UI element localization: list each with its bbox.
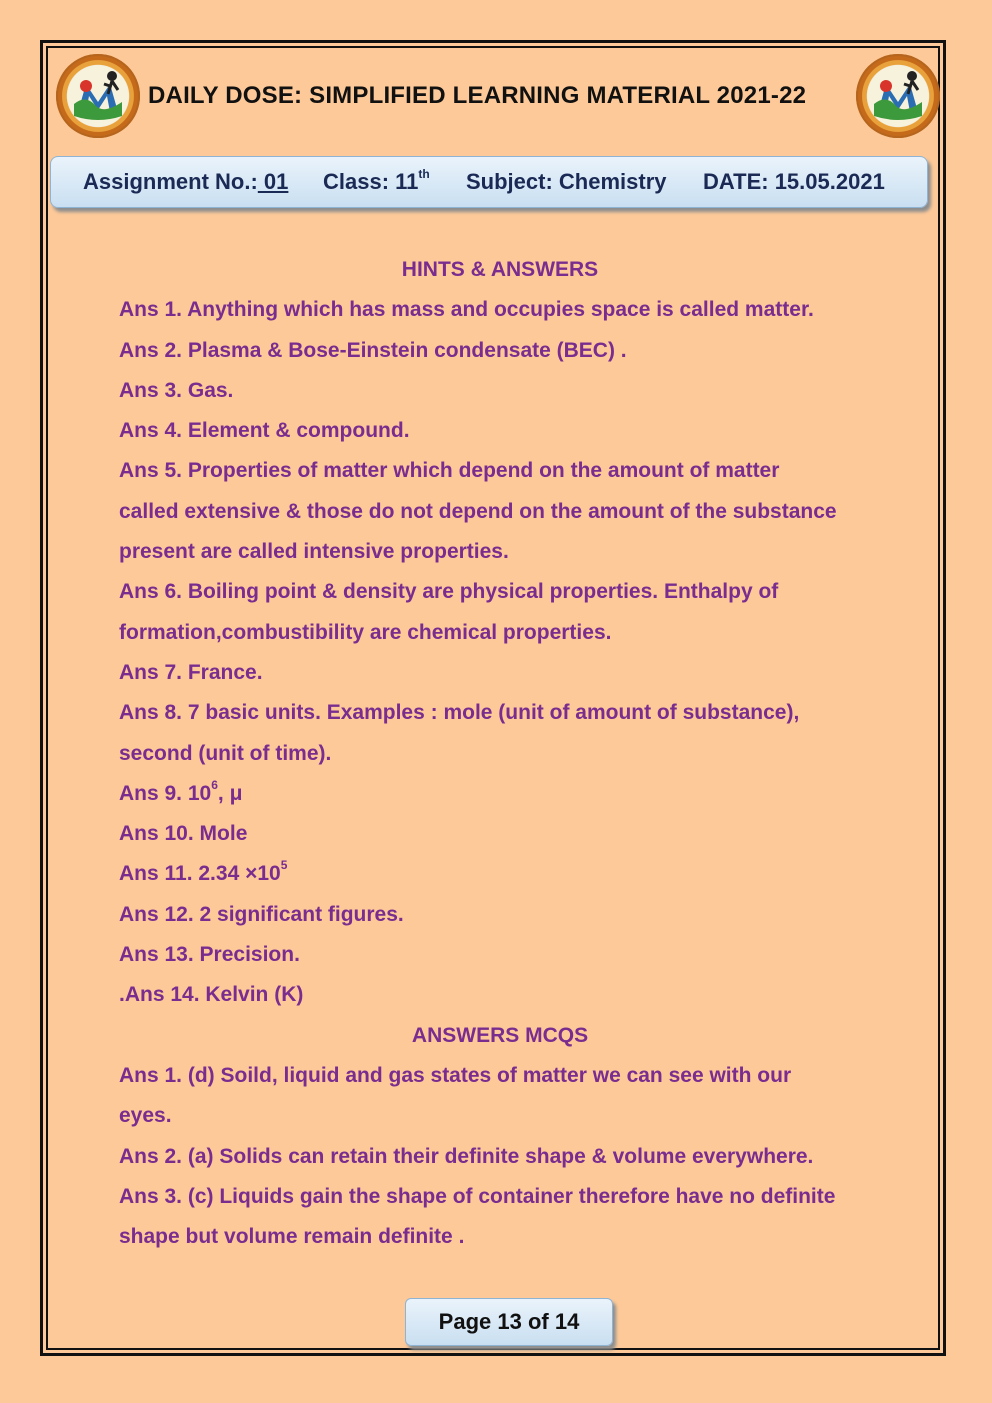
answer-line: Ans 1. Anything which has mass and occupies space is called matter. (119, 298, 814, 322)
answers-content (119, 250, 929, 1257)
hints-heading: HINTS & ANSWERS (401, 258, 599, 281)
answer-line: Ans 4. Element & compound. (119, 419, 410, 443)
date-label: DATE: 15.05.2021 (703, 169, 885, 194)
page-number: Page 13 of 14 (405, 1298, 613, 1346)
answer-line: Ans 9. $10^6$, μ (119, 777, 243, 805)
answer-line: Ans 7. France. (119, 660, 263, 684)
answer-line: Ans 13. Precision. (119, 943, 300, 967)
answer-line: Ans 2. Plasma & Bose-Einstein condensate (BEC) . (119, 338, 627, 362)
subject-label: Subject: Chemistry (466, 169, 667, 194)
mcqs-heading: ANSWERS MCQS (411, 1023, 589, 1047)
answer-line: present are called intensive properties. (119, 540, 509, 564)
answer-line: Ans 10. Mole (119, 822, 248, 846)
page-title: DAILY DOSE: SIMPLIFIED LEARNING MATERIAL 2021-22 (148, 82, 807, 109)
assignment-info-bar (50, 156, 928, 208)
mcq-answer-line: Ans 1. (d) Soild, liquid and gas states of matter we can see with our (119, 1063, 792, 1087)
answer-line: Ans 6. Boiling point & density are physical properties. Enthalpy of (119, 580, 779, 604)
school-emblem-icon (856, 54, 940, 138)
class-label: Class: 11th (323, 166, 430, 194)
answer-line: formation,combustibility are chemical properties. (119, 620, 612, 644)
answer-line: Ans 11. $2.34 \times 10^5$ (119, 858, 288, 886)
mcq-answer-line: shape but volume remain definite . (119, 1225, 465, 1249)
answer-line: .Ans 14. Kelvin (K) (119, 983, 304, 1007)
answer-line: Ans 8. 7 basic units. Examples : mole (unit of amount of substance), (119, 701, 800, 725)
school-emblem-icon (56, 54, 140, 138)
mcq-answer-line: eyes. (119, 1104, 172, 1128)
answer-line: Ans 3. Gas. (119, 378, 234, 402)
assignment-number: Assignment No.: 01 (83, 169, 289, 194)
mcq-answer-line: Ans 3. (c) Liquids gain the shape of container therefore have no definite (119, 1184, 836, 1208)
answer-line: Ans 5. Properties of matter which depend on the amount of matter (119, 459, 780, 483)
answer-line: called extensive & those do not depend on the amount of the substance (119, 499, 837, 523)
mcq-answer-line: Ans 2. (a) Solids can retain their definite shape & volume everywhere. (119, 1144, 814, 1168)
answer-line: Ans 12. 2 significant figures. (119, 902, 404, 926)
answer-line: second (unit of time). (119, 741, 332, 765)
